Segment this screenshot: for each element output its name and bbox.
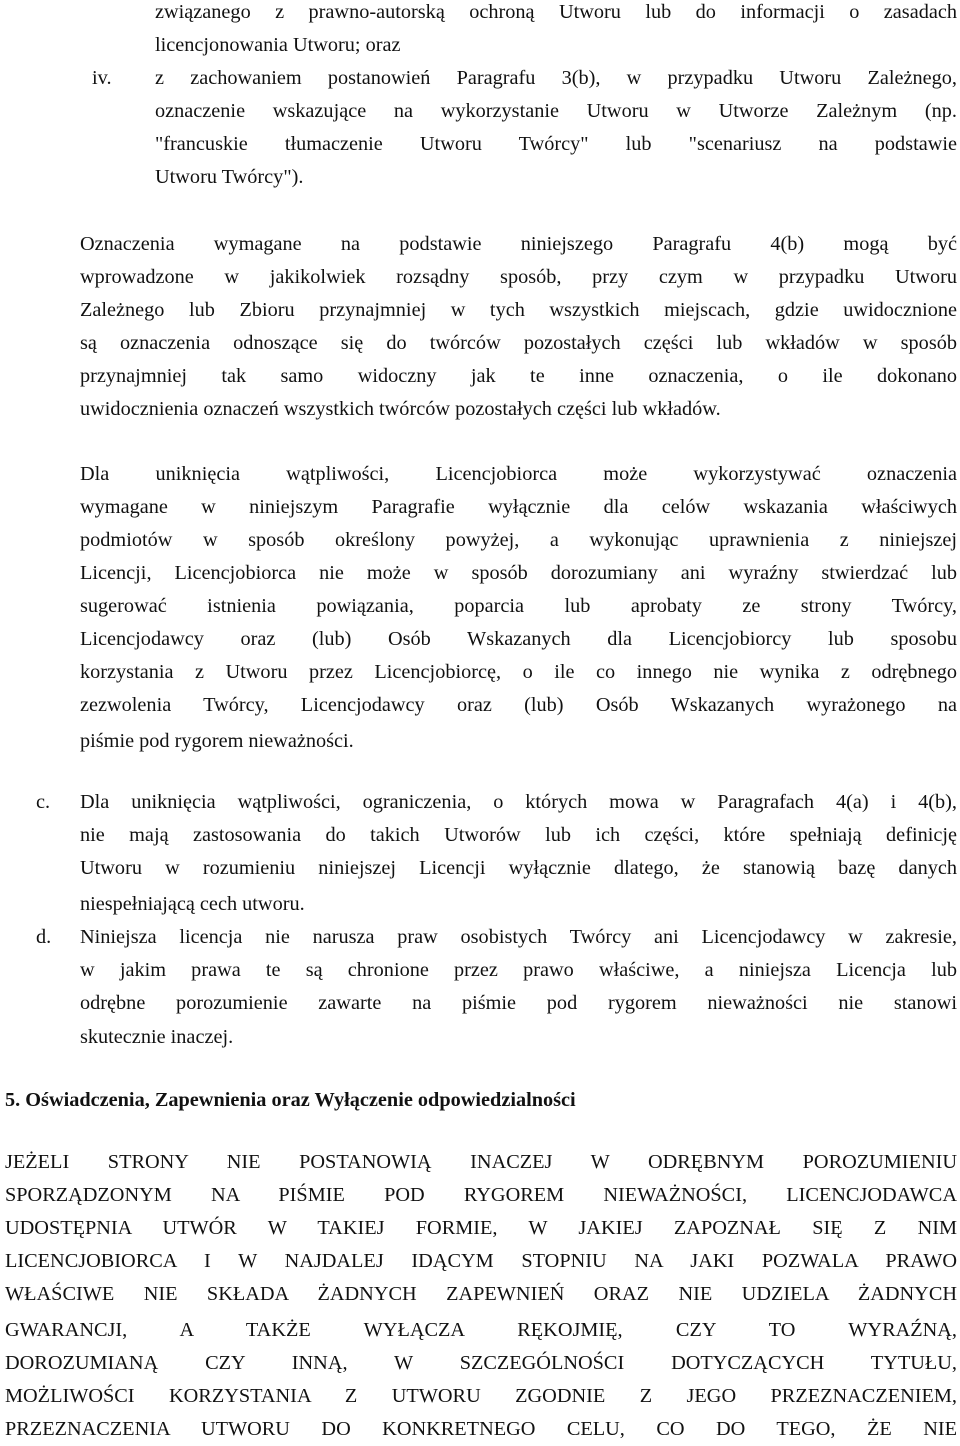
section-5-line: UDOSTĘPNIA UTWÓR W TAKIEJ FORMIE, W JAKIEJ ZAPOZNAŁ SIĘ Z NIM (5, 1217, 957, 1239)
list-marker-iv: iv. (92, 67, 112, 89)
paragraph-2-line: wymagane w niniejszym Paragrafie wyłącznie dla celów wskazania właściwych (80, 496, 957, 518)
paragraph-1-line: wprowadzone w jakikolwiek rozsądny sposób, przy czym w przypadku Utworu (80, 266, 957, 288)
section-5-line: SPORZĄDZONYM NA PIŚMIE POD RYGOREM NIEWAŻNOŚCI, LICENCJODAWCA (5, 1184, 957, 1206)
list-item-d-line: odrębne porozumienie zawarte na piśmie pod rygorem nieważności nie stanowi (80, 992, 957, 1014)
list-item-iv-line: "francuskie tłumaczenie Utworu Twórcy" lub "scenariusz na podstawie (155, 133, 957, 155)
section-5-line: JEŻELI STRONY NIE POSTANOWIĄ INACZEJ W ODRĘBNYM POROZUMIENIU (5, 1151, 957, 1173)
paragraph-2-line: korzystania z Utworu przez Licencjobiorcę, o ile co innego nie wynika z odrębnego (80, 661, 957, 683)
section-5-line: LICENCJOBIORCA I W NAJDALEJ IDĄCYM STOPNIU NA JAKI POZWALA PRAWO (5, 1250, 957, 1272)
list-item-c-line: nie mają zastosowania do takich Utworów lub ich części, które spełniają definicję (80, 824, 957, 846)
list-item-d-line: Niniejsza licencja nie narusza praw osobistych Twórcy ani Licencjodawcy w zakresie, (80, 926, 957, 948)
list-item-c-line: niespełniającą cech utworu. (80, 893, 305, 915)
list-item-iv-line: Utworu Twórcy"). (155, 166, 304, 188)
list-item-d-line: w jakim prawa te są chronione przez prawo właściwe, a niniejsza Licencja lub (80, 959, 957, 981)
section-5-line: MOŻLIWOŚCI KORZYSTANIA Z UTWORU ZGODNIE Z JEGO PRZEZNACZENIEM, (5, 1385, 957, 1407)
list-item-c-line: Utworu w rozumieniu niniejszej Licencji wyłącznie dlatego, że stanowią bazę danych (80, 857, 957, 879)
section-heading: 5. Oświadczenia, Zapewnienia oraz Wyłączenie odpowiedzialności (5, 1089, 576, 1111)
paragraph-2-line: podmiotów w sposób określony powyżej, a wykonując uprawnienia z niniejszej (80, 529, 957, 551)
paragraph-1-line: uwidocznienia oznaczeń wszystkich twórców pozostałych części lub wkładów. (80, 398, 721, 420)
list-marker-d: d. (36, 926, 52, 948)
list-marker-c: c. (36, 791, 51, 813)
list-item-iii-line: licencjonowania Utworu; oraz (155, 34, 401, 56)
paragraph-1-line: są oznaczenia odnoszące się do twórców pozostałych części lub wkładów w sposób (80, 332, 957, 354)
paragraph-2-line: sugerować istnienia powiązania, poparcia lub aprobaty ze strony Twórcy, (80, 595, 957, 617)
section-5-line: DOROZUMIANĄ CZY INNĄ, W SZCZEGÓLNOŚCI DOTYCZĄCYCH TYTUŁU, (5, 1352, 957, 1374)
list-item-d-line: skutecznie inaczej. (80, 1026, 234, 1048)
list-item-iv-line: z zachowaniem postanowień Paragrafu 3(b), w przypadku Utworu Zależnego, (155, 67, 957, 89)
paragraph-2-line: Dla uniknięcia wątpliwości, Licencjobiorca może wykorzystywać oznaczenia (80, 463, 957, 485)
section-5-line: PRZEZNACZENIA UTWORU DO KONKRETNEGO CELU, CO DO TEGO, ŻE NIE (5, 1418, 957, 1440)
paragraph-2-line: Licencjodawcy oraz (lub) Osób Wskazanych dla Licencjobiorcy lub sposobu (80, 628, 957, 650)
section-5-line: GWARANCJI, A TAKŻE WYŁĄCZA RĘKOJMIĘ, CZY TO WYRAŹNĄ, (5, 1319, 957, 1341)
list-item-iii-line: związanego z prawno-autorską ochroną Utworu lub do informacji o zasadach (155, 1, 957, 23)
list-item-c-line: Dla uniknięcia wątpliwości, ograniczenia, o których mowa w Paragrafach 4(a) i 4(b), (80, 791, 957, 813)
paragraph-2-line: Licencji, Licencjobiorca nie może w sposób dorozumiany ani wyraźny stwierdzać lub (80, 562, 957, 584)
paragraph-1-line: Oznaczenia wymagane na podstawie niniejszego Paragrafu 4(b) mogą być (80, 233, 957, 255)
paragraph-1-line: przynajmniej tak samo widoczny jak te inne oznaczenia, o ile dokonano (80, 365, 957, 387)
paragraph-1-line: Zależnego lub Zbioru przynajmniej w tych wszystkich miejscach, gdzie uwidocznione (80, 299, 957, 321)
paragraph-2-line: piśmie pod rygorem nieważności. (80, 730, 354, 752)
list-item-iv-line: oznaczenie wskazujące na wykorzystanie Utworu w Utworze Zależnym (np. (155, 100, 957, 122)
section-5-line: WŁAŚCIWE NIE SKŁADA ŻADNYCH ZAPEWNIEŃ ORAZ NIE UDZIELA ŻADNYCH (5, 1283, 957, 1305)
paragraph-2-line: zezwolenia Twórcy, Licencjodawcy oraz (lub) Osób Wskazanych wyrażonego na (80, 694, 957, 716)
